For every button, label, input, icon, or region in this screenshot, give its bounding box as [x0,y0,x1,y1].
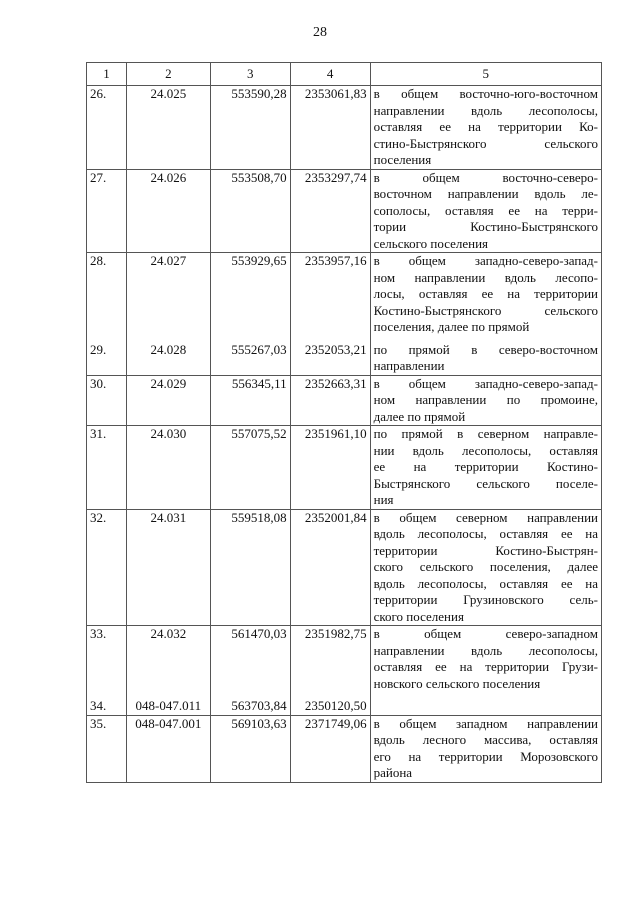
description-cell [370,715,601,782]
y-coordinate-cell [290,169,370,253]
table-row [87,375,602,426]
point-code-value: 24.027 [150,253,187,268]
description-line: Быстрянского сельского поселе- [373,475,598,491]
description-line: оставляя ее на территории Ко- [373,119,598,134]
point-code-cell [126,509,210,626]
description-line: вдоль лесополосы, оставляя ее на [373,575,598,591]
description-line: направлении вдоль лесополосы, [373,642,598,658]
description-line: в общем северном направлении [373,509,598,525]
description-line: сополосы, оставляя ее на терри- [373,202,598,218]
point-number-cell [87,626,127,716]
y-coordinate-cell [290,253,370,376]
description-line: в общем западном направлении [373,715,598,731]
description-cell [370,375,601,426]
point-number-value: 28. [90,253,107,268]
table-row [87,509,602,626]
x-coordinate-value: 556345,11 [231,375,287,391]
description-line: лосы, оставляя ее на территории [373,286,598,301]
table-row [87,626,602,716]
x-coordinate-cell [210,375,290,426]
x-coordinate-value: 561470,03 [231,626,287,641]
table-row [87,253,602,376]
x-coordinate-value: 553508,70 [231,169,287,185]
point-number-value: 31. [90,426,107,441]
description-cell [370,169,601,253]
y-coordinate-value: 2353061,83 [304,86,367,101]
x-coordinate-cell [210,253,290,376]
point-code-value: 24.030 [150,426,187,441]
column-header-x: 3 [210,63,290,86]
description-line: его на территории Морозовского [373,748,598,764]
point-code-value: 24.025 [150,86,187,101]
description-line: в общем западно-северо-запад- [373,253,598,268]
x-coordinate-cell [210,509,290,626]
x-coordinate-cell [210,86,290,170]
y-coordinate-cell [290,426,370,510]
x-coordinate-cell [210,169,290,253]
description-line: вдоль лесополосы, оставляя ее на [373,526,598,541]
description-line: территории Костино-Быстрян- [373,542,598,558]
description-cell [370,509,601,626]
description-line: Костино-Быстрянского сельского [373,302,598,318]
description-line: направлении вдоль лесополосы, [373,102,598,118]
y-coordinate-value: 2352001,84 [304,509,367,525]
point-code-cell [126,253,210,376]
point-code-cell [126,626,210,716]
point-code-value: 048-047.001 [135,715,202,731]
description-line: поселения, далее по прямой [373,319,530,334]
point-number-cell [87,86,127,170]
point-code-value: 24.031 [150,509,187,525]
point-code-cell [126,375,210,426]
x-coordinate-cell [210,626,290,716]
table-body [87,86,602,783]
y-coordinate-cell [290,86,370,170]
y-coordinate-value: 2351982,75 [304,626,367,641]
table-header-row [87,63,602,86]
column-header-number: 1 [87,63,127,86]
x-coordinate-value: 563703,84 [231,698,287,713]
x-coordinate-value: 553590,28 [231,86,287,101]
description-line: вдоль лесного массива, оставляя [373,732,598,747]
description-line: в общем северо-западном [373,626,598,641]
x-coordinate-value: 559518,08 [231,509,287,525]
description-line: стино-Быстрянского сельского [373,135,598,151]
point-code-value: 24.028 [150,341,187,357]
description-line: ном направлении по промоине, [373,392,598,407]
point-code-cell [126,169,210,253]
y-coordinate-value: 2371749,06 [304,715,367,731]
y-coordinate-value: 2353957,16 [304,253,367,268]
description-line: направлении [373,358,445,373]
description-line: по прямой в северном направле- [373,426,598,441]
column-header-description: 5 [370,63,601,86]
table-row [87,426,602,510]
point-code-value: 24.029 [150,375,187,391]
point-number-cell [87,426,127,510]
description-line: новского сельского поселения [373,675,541,691]
description-line: оставляя ее на территории Грузи- [373,659,598,674]
description-line: ее на территории Костино- [373,459,598,474]
point-code-value: 24.026 [150,169,187,185]
point-number-value: 32. [90,509,107,525]
description-line: района [373,765,413,780]
point-code-cell [126,715,210,782]
y-coordinate-value: 2350120,50 [304,698,367,713]
table-row [87,86,602,170]
point-number-cell [87,509,127,626]
description-line: нии вдоль лесополосы, оставляя [373,442,598,458]
description-line: в общем восточно-юго-восточном [373,86,598,101]
description-cell [370,86,601,170]
y-coordinate-value: 2351961,10 [304,426,367,441]
description-line: территории Грузиновского сель- [373,592,598,607]
y-coordinate-value: 2353297,74 [304,169,367,185]
description-cell [370,253,601,376]
point-number-value: 35. [90,715,107,731]
point-number-value: 27. [90,169,107,185]
point-number-cell [87,253,127,376]
boundary-coordinates-table [86,62,602,783]
point-number-cell [87,715,127,782]
point-code-cell [126,426,210,510]
column-header-y: 4 [290,63,370,86]
y-coordinate-value: 2352053,21 [304,341,367,357]
point-number-value: 26. [90,86,107,101]
point-number-value: 29. [90,341,107,357]
column-header-point-code: 2 [126,63,210,86]
description-line: в общем западно-северо-запад- [373,375,598,391]
y-coordinate-cell [290,375,370,426]
description-line: ния [373,492,394,507]
point-number-cell [87,375,127,426]
description-line: тории Костино-Быстрянского [373,219,598,234]
point-code-value: 24.032 [150,626,187,641]
point-code-value: 048-047.011 [135,698,202,713]
description-line: сельского поселения [373,235,489,251]
description-line: поселения [373,152,432,167]
point-number-value: 34. [90,698,107,713]
y-coordinate-cell [290,509,370,626]
point-number-value: 33. [90,626,107,641]
description-line: по прямой в северо-восточном [373,341,598,357]
x-coordinate-cell [210,426,290,510]
y-coordinate-value: 2352663,31 [304,375,367,391]
y-coordinate-cell [290,626,370,716]
table-row [87,169,602,253]
x-coordinate-value: 555267,03 [231,341,287,357]
description-cell [370,626,601,716]
x-coordinate-value: 553929,65 [231,253,287,268]
point-code-cell [126,86,210,170]
description-cell [370,426,601,510]
x-coordinate-value: 569103,63 [231,715,287,731]
point-number-cell [87,169,127,253]
table-row [87,715,602,782]
description-line: восточном направлении вдоль ле- [373,186,598,201]
x-coordinate-cell [210,715,290,782]
point-number-value: 30. [90,375,107,391]
description-line: далее по прямой [373,408,466,424]
description-line: в общем восточно-северо- [373,169,598,185]
page-number: 28 [313,25,327,40]
description-line: ского сельского поселения, далее [373,559,598,574]
description-line: ского поселения [373,608,464,624]
description-line: ном направлении вдоль лесопо- [373,269,598,285]
y-coordinate-cell [290,715,370,782]
x-coordinate-value: 557075,52 [231,426,287,441]
